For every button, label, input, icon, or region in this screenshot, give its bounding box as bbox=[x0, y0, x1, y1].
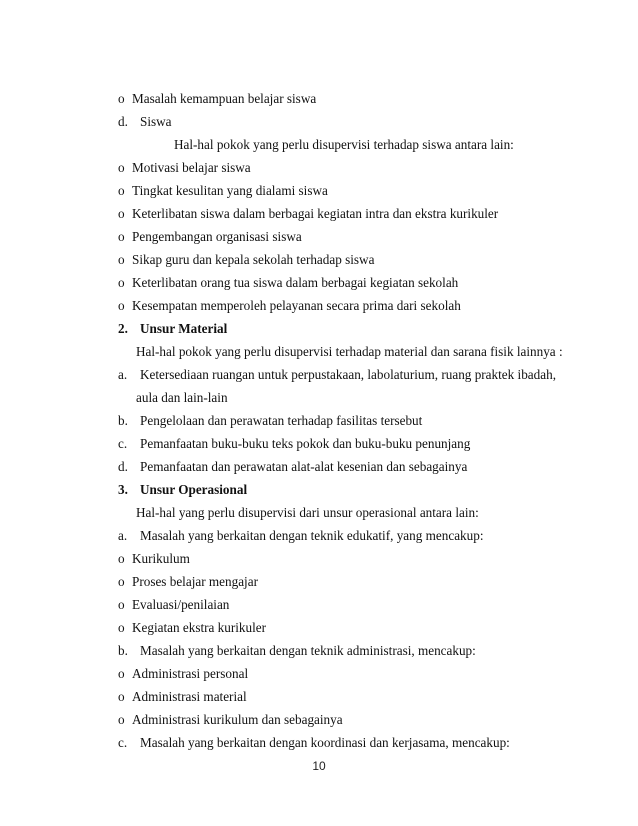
item-text: Kurikulum bbox=[132, 551, 190, 566]
bullet-marker: o bbox=[118, 229, 125, 244]
list-item bbox=[118, 114, 558, 130]
item-text: Masalah yang berkaitan dengan koordinasi dan kerjasama, mencakup: bbox=[140, 735, 510, 750]
paragraph-text: Hal-hal pokok yang perlu disupervisi terhadap siswa antara lain: bbox=[174, 137, 514, 152]
item-text: Keterlibatan orang tua siswa dalam berbagai kegiatan sekolah bbox=[132, 275, 459, 290]
list-item bbox=[118, 643, 558, 659]
item-text: Administrasi material bbox=[132, 689, 247, 704]
item-text: Pengembangan organisasi siswa bbox=[132, 229, 302, 244]
item-text: Pengelolaan dan perawatan terhadap fasilitas tersebut bbox=[140, 413, 423, 428]
item-text: Evaluasi/penilaian bbox=[132, 597, 230, 612]
paragraph bbox=[174, 137, 614, 153]
bullet-marker: o bbox=[118, 712, 125, 727]
list-item bbox=[118, 712, 558, 728]
list-item bbox=[118, 436, 558, 452]
item-text: Pemanfaatan buku-buku teks pokok dan buku-buku penunjang bbox=[140, 436, 471, 451]
list-item bbox=[118, 183, 558, 199]
section-number: 2. bbox=[118, 321, 128, 336]
page-number: 10 bbox=[312, 759, 326, 773]
paragraph-text: Hal-hal yang perlu disupervisi dari unsur operasional antara lain: bbox=[136, 505, 479, 520]
section-title: Unsur Material bbox=[140, 321, 228, 336]
section-title: Unsur Operasional bbox=[140, 482, 248, 497]
item-text: Administrasi personal bbox=[132, 666, 249, 681]
item-marker: d. bbox=[118, 459, 128, 474]
paragraph bbox=[136, 505, 576, 521]
list-item bbox=[118, 367, 558, 383]
list-item bbox=[118, 666, 558, 682]
item-text: Kesempatan memperoleh pelayanan secara prima dari sekolah bbox=[132, 298, 461, 313]
item-text: Siswa bbox=[140, 114, 172, 129]
list-item bbox=[118, 298, 558, 314]
list-item bbox=[118, 551, 558, 567]
item-text: Masalah kemampuan belajar siswa bbox=[132, 91, 317, 106]
list-item bbox=[118, 252, 558, 268]
list-item bbox=[118, 413, 558, 429]
bullet-marker: o bbox=[118, 298, 125, 313]
bullet-marker: o bbox=[118, 551, 125, 566]
list-item bbox=[118, 689, 558, 705]
item-text: Ketersediaan ruangan untuk perpustakaan, labolaturium, ruang praktek ibadah, bbox=[140, 367, 556, 382]
bullet-marker: o bbox=[118, 183, 125, 198]
list-item bbox=[118, 275, 558, 291]
section-number: 3. bbox=[118, 482, 128, 497]
item-text: Keterlibatan siswa dalam berbagai kegiatan intra dan ekstra kurikuler bbox=[132, 206, 499, 221]
bullet-marker: o bbox=[118, 666, 125, 681]
list-item bbox=[118, 620, 558, 636]
item-text: Masalah yang berkaitan dengan teknik edukatif, yang mencakup: bbox=[140, 528, 484, 543]
item-marker: a. bbox=[118, 528, 128, 543]
list-item bbox=[118, 160, 558, 176]
bullet-marker: o bbox=[118, 160, 125, 175]
item-text: Proses belajar mengajar bbox=[132, 574, 258, 589]
bullet-marker: o bbox=[118, 91, 125, 106]
list-item bbox=[118, 597, 558, 613]
item-marker: a. bbox=[118, 367, 128, 382]
bullet-marker: o bbox=[118, 275, 125, 290]
bullet-marker: o bbox=[118, 597, 125, 612]
bullet-marker: o bbox=[118, 252, 125, 267]
item-marker: b. bbox=[118, 413, 128, 428]
item-text: Sikap guru dan kepala sekolah terhadap siswa bbox=[132, 252, 375, 267]
paragraph-text: Hal-hal pokok yang perlu disupervisi terhadap material dan sarana fisik lainnya : bbox=[136, 344, 563, 359]
bullet-marker: o bbox=[118, 689, 125, 704]
bullet-marker: o bbox=[118, 620, 125, 635]
list-item bbox=[118, 528, 558, 544]
section-heading bbox=[118, 482, 558, 498]
list-item bbox=[118, 574, 558, 590]
item-text: Kegiatan ekstra kurikuler bbox=[132, 620, 267, 635]
item-text: Motivasi belajar siswa bbox=[132, 160, 251, 175]
list-item bbox=[118, 229, 558, 245]
item-marker: c. bbox=[118, 735, 128, 750]
list-item bbox=[118, 91, 558, 107]
item-marker: c. bbox=[118, 436, 128, 451]
item-marker: d. bbox=[118, 114, 128, 129]
item-text: Pemanfaatan dan perawatan alat-alat kesenian dan sebagainya bbox=[140, 459, 468, 474]
bullet-marker: o bbox=[118, 574, 125, 589]
paragraph-continuation bbox=[136, 390, 576, 406]
item-marker: b. bbox=[118, 643, 128, 658]
item-text: aula dan lain-lain bbox=[136, 390, 228, 405]
item-text: Masalah yang berkaitan dengan teknik administrasi, mencakup: bbox=[140, 643, 476, 658]
list-item bbox=[118, 735, 558, 751]
paragraph bbox=[136, 344, 576, 360]
item-text: Tingkat kesulitan yang dialami siswa bbox=[132, 183, 328, 198]
list-item bbox=[118, 459, 558, 475]
list-item bbox=[118, 206, 558, 222]
item-text: Administrasi kurikulum dan sebagainya bbox=[132, 712, 343, 727]
bullet-marker: o bbox=[118, 206, 125, 221]
section-heading bbox=[118, 321, 558, 337]
